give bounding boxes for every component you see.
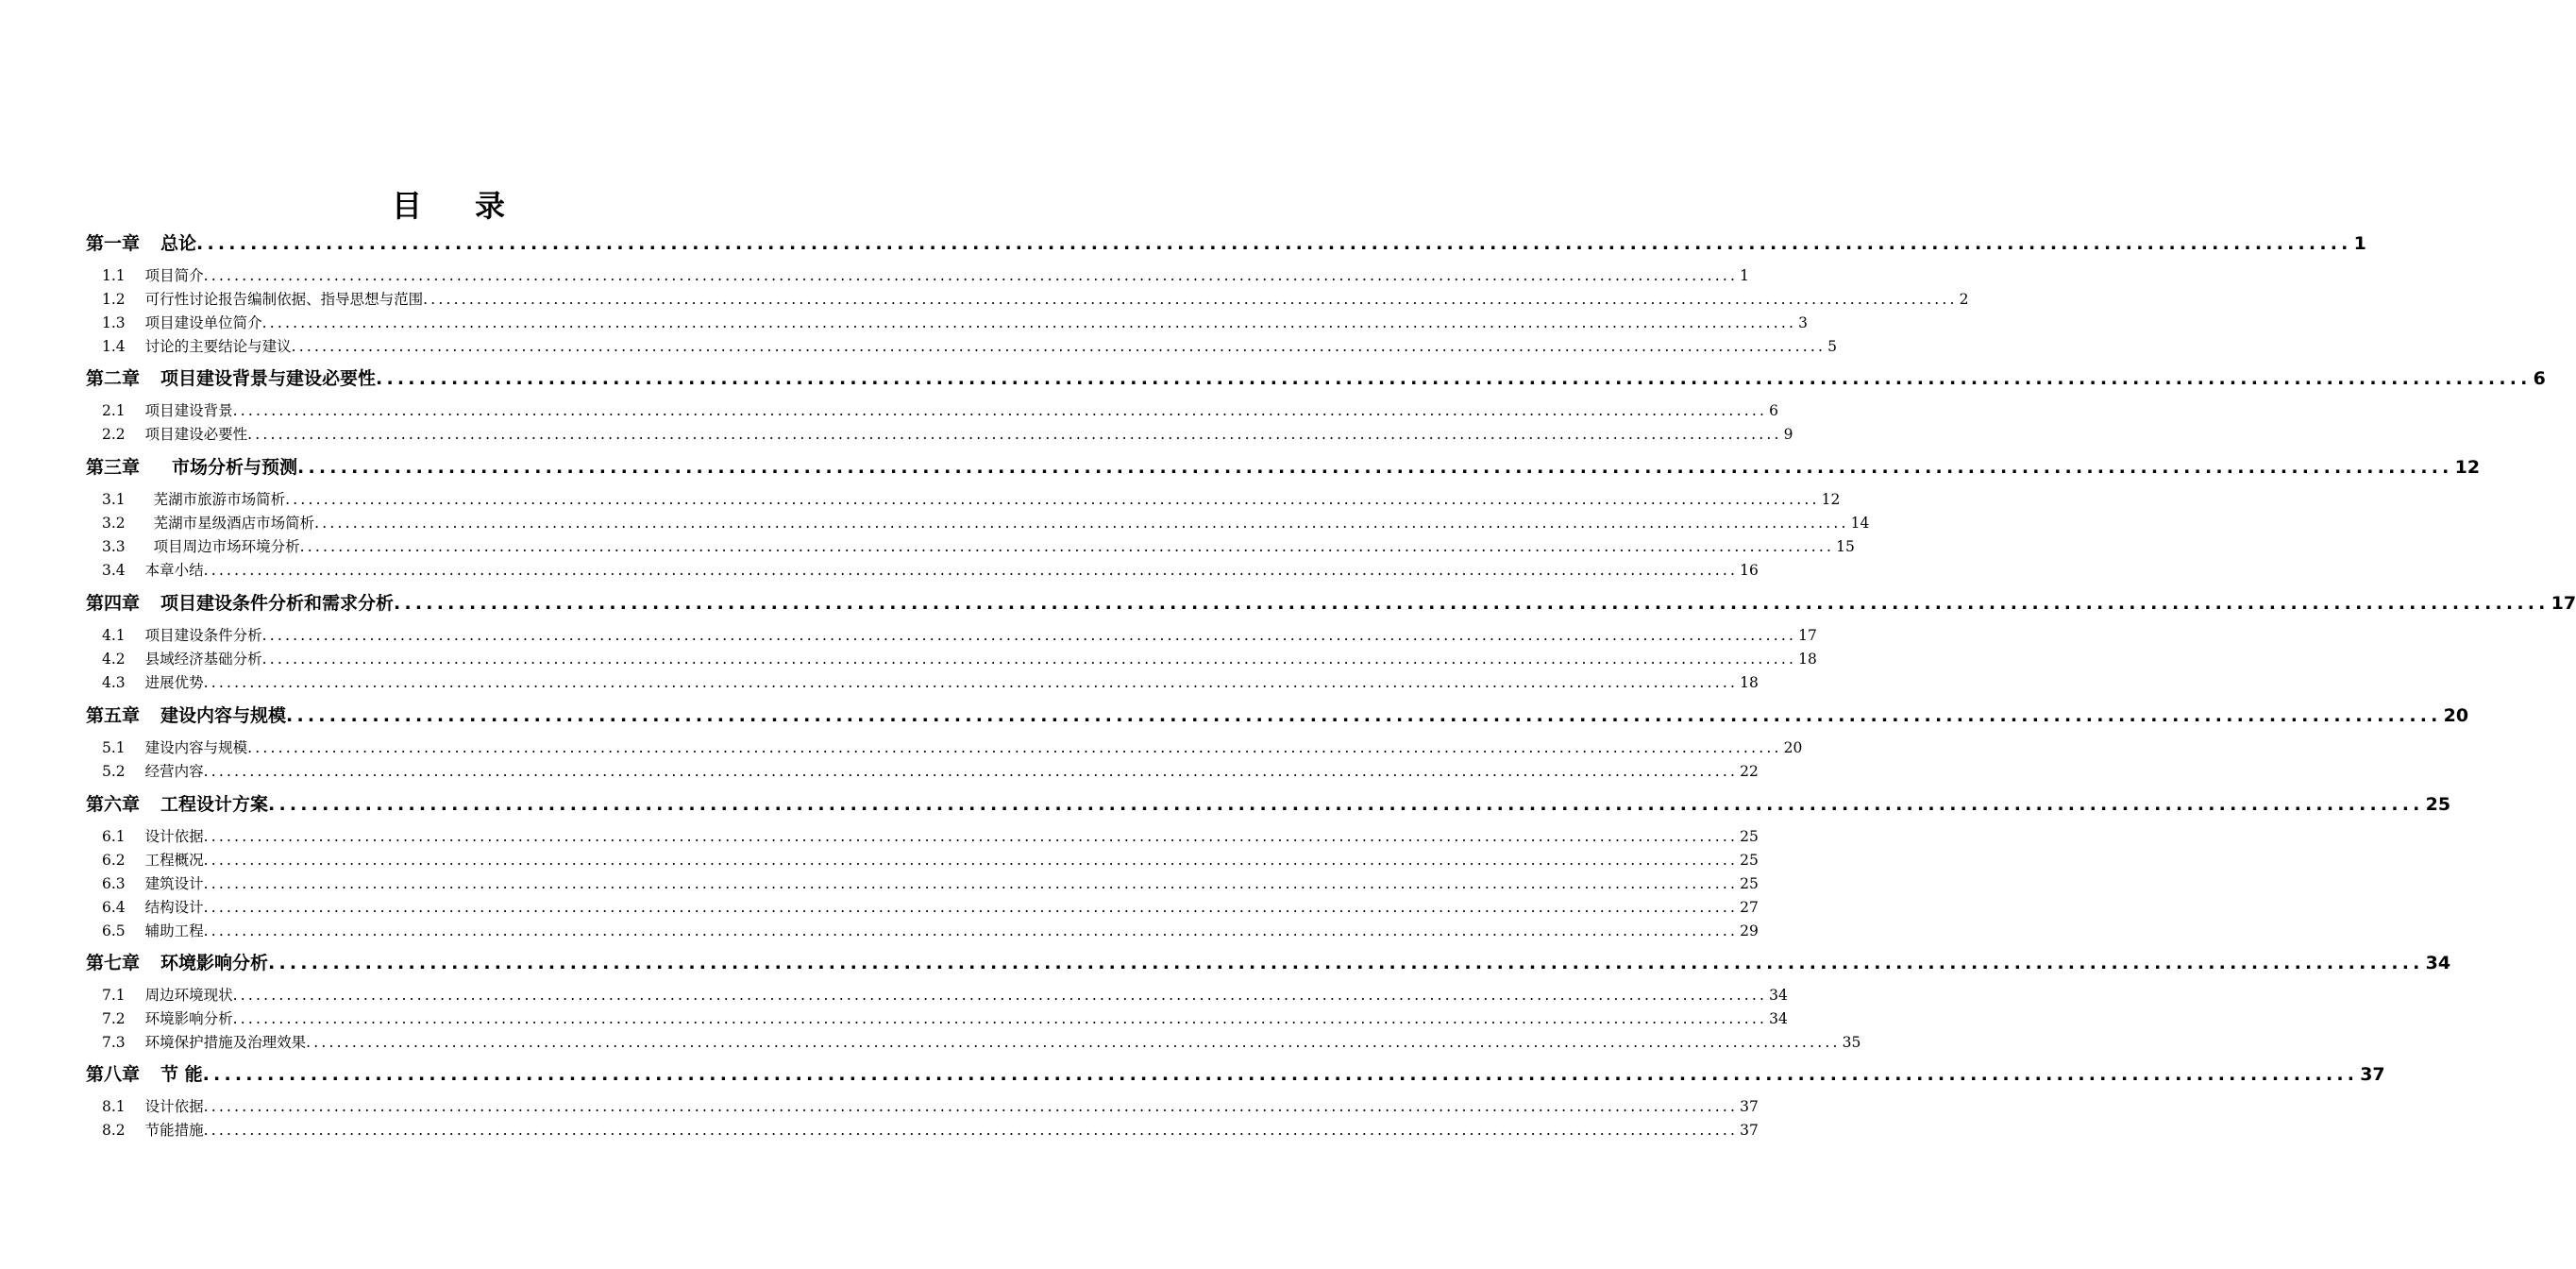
toc-dot-leader: ........................................................................................................................................................................................................	[261, 651, 1797, 668]
toc-section-title: 可行性讨论报告编制依据、指导思想与范围	[144, 291, 424, 308]
toc-section-number: 4.3	[102, 674, 126, 691]
toc-section-entry[interactable]	[102, 1119, 1759, 1142]
toc-chapter-title: 项目建设条件分析和需求分析	[160, 593, 395, 614]
toc-chapter-entry[interactable]	[86, 229, 2366, 258]
toc-dot-leader: ........................................................................................................................................................................................................	[203, 674, 1739, 691]
toc-section-number: 1.4	[102, 338, 126, 355]
toc-chapter-number: 第三章	[86, 457, 141, 478]
toc-section-title: 节能措施	[144, 1122, 204, 1139]
toc-section-page-number: 20	[1783, 739, 1803, 756]
toc-section-title: 项目建设单位简介	[144, 314, 262, 331]
toc-section-title: 进展优势	[144, 674, 204, 691]
toc-dot-leader: ........................................................................................................................................................................................................	[306, 1034, 1841, 1051]
toc-section-title: 建筑设计	[144, 875, 204, 892]
toc-section-entry[interactable]	[102, 736, 1803, 759]
toc-section-page-number: 1	[1740, 267, 1749, 284]
toc-section-number: 6.2	[102, 852, 126, 869]
toc-chapter-entry[interactable]	[86, 364, 2546, 393]
toc-section-page-number: 35	[1842, 1034, 1861, 1051]
toc-dot-leader: ........................................................................................................................................................................................................	[203, 1098, 1739, 1115]
toc-dot-leader: ........................................................................................................................................................................................................	[268, 794, 2424, 815]
toc-section-number: 7.2	[102, 1010, 126, 1027]
toc-chapter-title: 工程设计方案	[160, 794, 269, 815]
toc-dot-leader: ........................................................................................................................................................................................................	[203, 852, 1739, 869]
toc-section-number: 1.1	[102, 267, 126, 284]
toc-dot-leader: ........................................................................................................................................................................................................	[261, 314, 1797, 331]
toc-section-entry[interactable]	[102, 1031, 1861, 1054]
toc-chapter-entry[interactable]	[86, 790, 2451, 819]
toc-dot-leader: ........................................................................................................................................................................................................	[291, 338, 1827, 355]
toc-section-title: 项目简介	[144, 267, 204, 284]
toc-section-entry[interactable]	[102, 264, 1749, 287]
toc-section-number: 5.2	[102, 763, 126, 780]
toc-section-entry[interactable]	[102, 671, 1759, 694]
toc-section-page-number: 18	[1798, 651, 1817, 668]
toc-section-title: 结构设计	[144, 899, 204, 916]
toc-section-page-number: 18	[1740, 674, 1759, 691]
toc-section-entry[interactable]	[102, 872, 1759, 895]
toc-section-title: 项目周边市场环境分析	[153, 538, 300, 555]
toc-section-number: 4.2	[102, 651, 126, 668]
toc-section-page-number: 27	[1740, 899, 1759, 916]
toc-dot-leader: ........................................................................................................................................................................................................	[196, 233, 2352, 254]
toc-dot-leader: ........................................................................................................................................................................................................	[202, 1064, 2359, 1085]
toc-section-number: 8.2	[102, 1122, 126, 1139]
toc-section-number: 6.5	[102, 922, 126, 939]
toc-section-entry[interactable]	[102, 648, 1817, 670]
toc-section-title: 环境影响分析	[144, 1010, 233, 1027]
toc-section-number: 3.3	[102, 538, 126, 555]
toc-dot-leader: ........................................................................................................................................................................................................	[423, 291, 1958, 308]
toc-section-entry[interactable]	[102, 559, 1759, 582]
toc-chapter-number: 第五章	[86, 705, 141, 726]
toc-chapter-page-number: 25	[2425, 794, 2451, 815]
toc-chapter-page-number: 37	[2360, 1064, 2385, 1085]
toc-section-title: 设计依据	[144, 828, 204, 845]
toc-section-entry[interactable]	[102, 423, 1793, 446]
toc-section-entry[interactable]	[102, 849, 1759, 871]
toc-dot-leader: ........................................................................................................................................................................................................	[203, 763, 1739, 780]
toc-dot-leader: ........................................................................................................................................................................................................	[203, 828, 1739, 845]
toc-section-title: 芜湖市星级酒店市场简析	[153, 515, 315, 532]
toc-section-number: 3.4	[102, 562, 126, 579]
toc-section-title: 建设内容与规模	[144, 739, 248, 756]
toc-heading-left: 目	[391, 188, 422, 224]
toc-chapter-page-number: 6	[2533, 368, 2546, 389]
toc-section-page-number: 37	[1740, 1098, 1759, 1115]
toc-chapter-number: 第二章	[86, 368, 141, 389]
toc-heading-right: 录	[475, 188, 506, 224]
toc-section-page-number: 34	[1769, 987, 1788, 1004]
toc-section-page-number: 12	[1821, 491, 1841, 508]
toc-chapter-entry[interactable]	[86, 589, 2576, 618]
toc-section-page-number: 29	[1740, 922, 1759, 939]
toc-chapter-page-number: 12	[2454, 457, 2481, 478]
toc-section-title: 工程概况	[144, 852, 204, 869]
toc-heading	[0, 185, 897, 227]
toc-dot-leader: ........................................................................................................................................................................................................	[314, 515, 1849, 532]
toc-section-page-number: 25	[1740, 828, 1759, 845]
toc-section-entry[interactable]	[102, 535, 1855, 558]
toc-dot-leader: ........................................................................................................................................................................................................	[203, 267, 1739, 284]
toc-chapter-page-number: 1	[2353, 233, 2366, 254]
toc-dot-leader: ........................................................................................................................................................................................................	[203, 875, 1739, 892]
toc-section-number: 1.2	[102, 291, 126, 308]
toc-section-entry[interactable]	[102, 896, 1759, 919]
toc-section-page-number: 9	[1783, 426, 1793, 443]
toc-chapter-title: 总论	[160, 233, 197, 254]
toc-section-number: 8.1	[102, 1098, 126, 1115]
toc-chapter-title: 项目建设背景与建设必要性	[160, 368, 377, 389]
toc-dot-leader: ........................................................................................................................................................................................................	[261, 627, 1797, 644]
toc-dot-leader: ........................................................................................................................................................................................................	[247, 739, 1782, 756]
toc-section-number: 1.3	[102, 314, 126, 331]
toc-section-page-number: 14	[1850, 515, 1870, 532]
toc-dot-leader: ........................................................................................................................................................................................................	[232, 1010, 1768, 1027]
toc-section-page-number: 37	[1740, 1122, 1759, 1139]
toc-chapter-page-number: 17	[2551, 593, 2576, 614]
toc-section-title: 项目建设必要性	[144, 426, 248, 443]
toc-section-number: 6.4	[102, 899, 126, 916]
toc-section-entry[interactable]	[102, 1007, 1788, 1030]
toc-chapter-number: 第八章	[86, 1064, 141, 1085]
toc-dot-leader: ........................................................................................................................................................................................................	[203, 562, 1739, 579]
toc-dot-leader: ........................................................................................................................................................................................................	[247, 426, 1782, 443]
toc-section-page-number: 25	[1740, 875, 1759, 892]
toc-section-entry[interactable]	[102, 312, 1808, 334]
toc-section-title: 芜湖市旅游市场简析	[153, 491, 286, 508]
toc-dot-leader: ........................................................................................................................................................................................................	[203, 899, 1739, 916]
toc-dot-leader: ........................................................................................................................................................................................................	[376, 368, 2532, 389]
toc-section-entry[interactable]	[102, 512, 1870, 534]
toc-section-entry[interactable]	[102, 335, 1837, 358]
toc-section-number: 7.1	[102, 987, 126, 1004]
toc-section-title: 本章小结	[144, 562, 204, 579]
toc-section-title: 设计依据	[144, 1098, 204, 1115]
toc-chapter-entry[interactable]	[86, 949, 2451, 977]
toc-section-number: 2.1	[102, 402, 126, 419]
toc-chapter-number: 第七章	[86, 953, 141, 973]
toc-section-page-number: 25	[1740, 852, 1759, 869]
toc-section-page-number: 3	[1798, 314, 1808, 331]
toc-chapter-title: 节 能	[160, 1064, 203, 1085]
toc-section-title: 县域经济基础分析	[144, 651, 262, 668]
toc-section-entry[interactable]	[102, 288, 1969, 311]
toc-dot-leader: ........................................................................................................................................................................................................	[297, 457, 2453, 478]
toc-section-title: 周边环境现状	[144, 987, 233, 1004]
toc-chapter-entry[interactable]	[86, 1060, 2385, 1089]
toc-dot-leader: ........................................................................................................................................................................................................	[203, 922, 1739, 939]
toc-section-number: 5.1	[102, 739, 126, 756]
toc-section-title: 经营内容	[144, 763, 204, 780]
toc-section-page-number: 2	[1959, 291, 1969, 308]
toc-section-number: 2.2	[102, 426, 126, 443]
toc-section-page-number: 6	[1769, 402, 1778, 419]
toc-section-page-number: 22	[1740, 763, 1759, 780]
toc-chapter-number: 第四章	[86, 593, 141, 614]
toc-section-page-number: 16	[1740, 562, 1759, 579]
toc-dot-leader: ........................................................................................................................................................................................................	[299, 538, 1835, 555]
toc-section-title: 项目建设条件分析	[144, 627, 262, 644]
toc-section-number: 6.3	[102, 875, 126, 892]
toc-dot-leader: ........................................................................................................................................................................................................	[286, 705, 2442, 726]
toc-chapter-page-number: 34	[2425, 953, 2451, 973]
toc-section-title: 环境保护措施及治理效果	[144, 1034, 307, 1051]
toc-section-title: 项目建设背景	[144, 402, 233, 419]
toc-section-title: 讨论的主要结论与建议	[144, 338, 292, 355]
toc-section-number: 7.3	[102, 1034, 126, 1051]
toc-chapter-title: 市场分析与预测	[172, 457, 298, 478]
toc-section-entry[interactable]	[102, 624, 1817, 647]
toc-section-number: 3.1	[102, 491, 126, 508]
toc-section-entry[interactable]	[102, 488, 1841, 511]
toc-chapter-title: 建设内容与规模	[160, 705, 287, 726]
toc-chapter-title: 环境影响分析	[160, 953, 269, 973]
toc-chapter-number: 第六章	[86, 794, 141, 815]
toc-section-page-number: 5	[1827, 338, 1837, 355]
toc-section-entry[interactable]	[102, 760, 1759, 783]
toc-section-entry[interactable]	[102, 825, 1759, 848]
toc-section-title: 辅助工程	[144, 922, 204, 939]
toc-section-number: 3.2	[102, 515, 126, 532]
toc-dot-leader: ........................................................................................................................................................................................................	[394, 593, 2550, 614]
toc-section-number: 4.1	[102, 627, 126, 644]
toc-dot-leader: ........................................................................................................................................................................................................	[232, 987, 1768, 1004]
toc-section-page-number: 17	[1798, 627, 1817, 644]
toc-chapter-page-number: 20	[2443, 705, 2469, 726]
toc-dot-leader: ........................................................................................................................................................................................................	[232, 402, 1768, 419]
toc-section-page-number: 15	[1836, 538, 1855, 555]
toc-section-entry[interactable]	[102, 399, 1778, 422]
toc-section-number: 6.1	[102, 828, 126, 845]
toc-chapter-entry[interactable]	[86, 702, 2469, 730]
toc-chapter-entry[interactable]	[86, 453, 2481, 482]
toc-dot-leader: ........................................................................................................................................................................................................	[268, 953, 2424, 973]
toc-section-page-number: 34	[1769, 1010, 1788, 1027]
toc-dot-leader: ........................................................................................................................................................................................................	[203, 1122, 1739, 1139]
toc-section-entry[interactable]	[102, 1095, 1759, 1118]
toc-chapter-number: 第一章	[86, 233, 141, 254]
toc-section-entry[interactable]	[102, 984, 1788, 1007]
toc-dot-leader: ........................................................................................................................................................................................................	[285, 491, 1820, 508]
toc-section-entry[interactable]	[102, 920, 1759, 942]
